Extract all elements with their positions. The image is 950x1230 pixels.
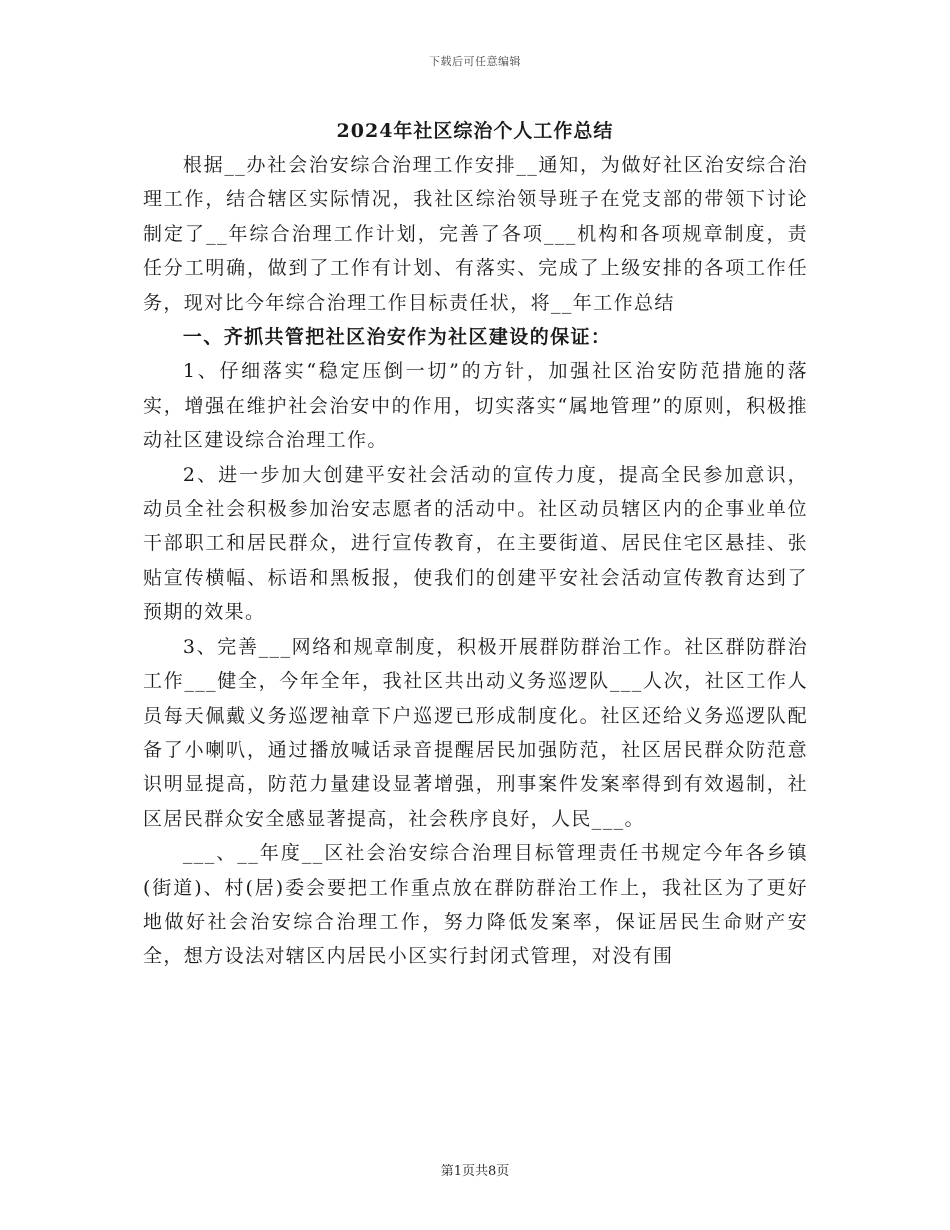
page-title: 2024年社区综治个人工作总结 xyxy=(336,120,614,142)
paragraph-item-1: 1、仔细落实“稳定压倒一切”的方针，加强社区治安防范措施的落实，增强在维护社会治安中的作用，切实落实“属地管理”的原则，积极推动社区建设综合治理工作。 xyxy=(143,360,808,452)
section-heading-1: 一、齐抓共管把社区治安作为社区建设的保证： xyxy=(182,326,612,349)
paragraph-intro: 根据__办社会治安综合治理工作安排__通知，为做好社区治安综合治理工作，结合辖区实际情况，我社区综治领导班子在党支部的带领下讨论制定了__年综合治理工作计划，完善了各项___机构和各项规章制度，责任分工明确，做到了工作有计划、有落实、完成了上级安排的各项工作任务，现对比今年综合治理工作目标责任状，将__年工作总结 xyxy=(143,154,808,314)
header-note: 下载后可任意编辑 xyxy=(429,55,521,68)
paragraph-item-3: 3、完善___网络和规章制度，积极开展群防群治工作。社区群防群治工作___健全，今年全年，我社区共出动义务巡逻队___人次，社区工作人员每天佩戴义务巡逻袖章下户巡逻已形成制度化。社区还给义务巡逻队配备了小喇叭，通过播放喊话录音提醒居民加强防范，社区居民群众防范意识明显提高，防范力量建设显著增强，刑事案件发案率得到有效遏制，社区居民群众安全感显著提高，社会秩序良好，人民___。 xyxy=(143,635,808,830)
paragraph-section-2: ___、__年度__区社会治安综合治理目标管理责任书规定今年各乡镇(街道)、村(居)委会要把工作重点放在群防群治工作上，我社区为了更好地做好社会治安综合治理工作，努力降低发案率，保证居民生命财产安全，想方设法对辖区内居民小区实行封闭式管理，对没有围 xyxy=(143,842,808,968)
page-indicator: 第1页共8页 xyxy=(440,1164,510,1179)
document-body xyxy=(143,148,808,974)
paragraph-item-2: 2、进一步加大创建平安社会活动的宣传力度，提高全民参加意识，动员全社会积极参加治安志愿者的活动中。社区动员辖区内的企事业单位干部职工和居民群众，进行宣传教育，在主要街道、居民住宅区悬挂、张贴宣传横幅、标语和黑板报，使我们的创建平安社会活动宣传教育达到了预期的效果。 xyxy=(143,463,808,624)
